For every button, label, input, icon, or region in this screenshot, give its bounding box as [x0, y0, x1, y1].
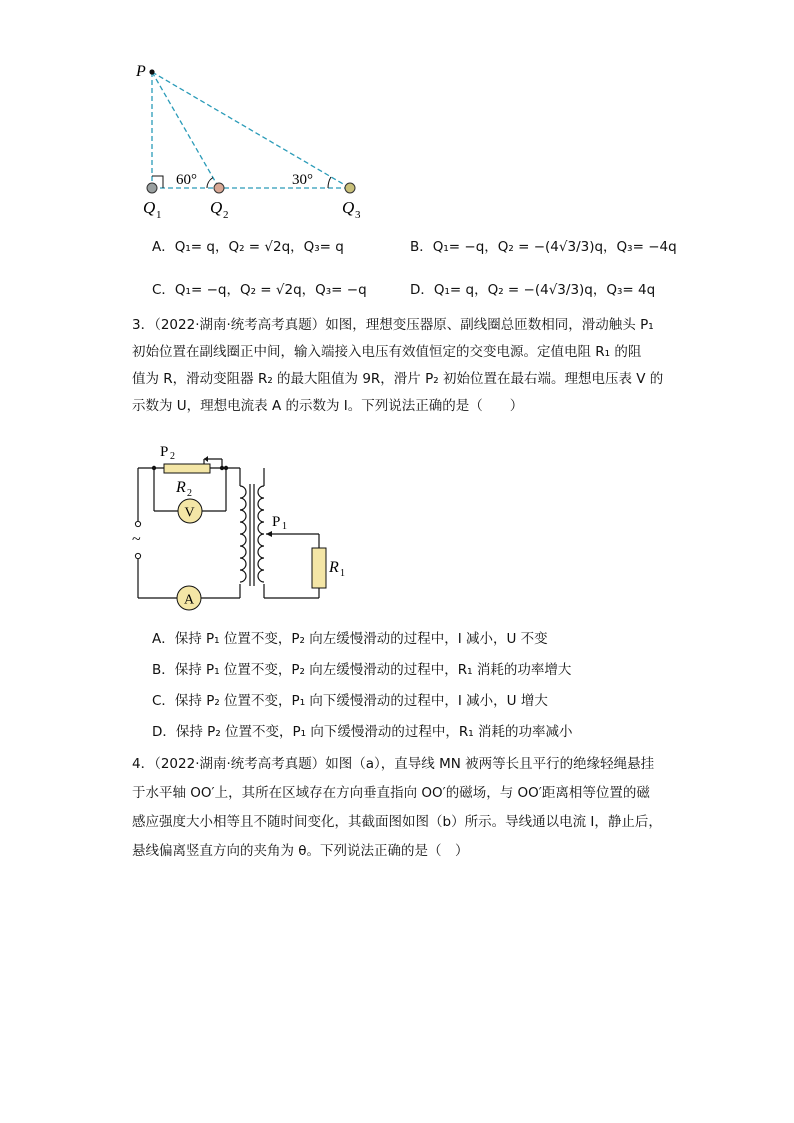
q2-option-c: C．Q₁= −q，Q₂ = √2q，Q₃= −q — [152, 282, 367, 298]
q3-line-2: 初始位置在副线圈正中间，输入端接入电压有效值恒定的交变电源。定值电阻 R₁ 的阻 — [132, 344, 642, 360]
line-p-q2 — [152, 72, 219, 188]
label-q2-sub: 2 — [223, 209, 229, 221]
label-r2-sub: 2 — [187, 488, 192, 499]
label-q2: Q — [210, 198, 223, 217]
label-r1: R — [329, 559, 339, 576]
q3-line-1: 3．（2022·湖南·统考高考真题）如图，理想变压器原、副线圈总匝数相同，滑动触头 P₁ — [132, 317, 654, 333]
angle-arc-30 — [328, 177, 331, 188]
voltmeter-label: V — [184, 505, 195, 521]
junction-dot — [152, 466, 156, 470]
q3-line-3: 值为 R，滑动变阻器 R₂ 的最大阻值为 9R，滑片 P₂ 初始位置在最右端。理想电压表 V 的 — [132, 371, 664, 387]
label-q3: Q — [342, 198, 355, 217]
angle-arc-60 — [207, 178, 213, 188]
label-q3-sub: 3 — [355, 209, 361, 221]
transformer-circuit-figure — [126, 438, 366, 614]
p1-arrow-head — [266, 531, 272, 537]
charge-q1 — [147, 183, 157, 193]
label-p: P — [136, 63, 146, 80]
input-terminal-bottom — [135, 553, 140, 558]
q2-option-b: B．Q₁= −q，Q₂ = −(4√3/3)q，Q₃= −4q — [410, 239, 677, 255]
line-p-q3 — [152, 72, 350, 188]
input-terminal-top — [135, 521, 140, 526]
dashed-lines — [152, 72, 350, 188]
rheostat-r2 — [164, 464, 210, 473]
label-r2: R — [176, 479, 186, 496]
q3-option-c: C．保持 P₂ 位置不变，P₁ 向下缓慢滑动的过程中，I 减小，U 增大 — [152, 693, 548, 709]
resistor-r1 — [312, 548, 326, 588]
q4-line-3: 感应强度大小相等且不随时间变化，其截面图如图（b）所示。导线通以电流 I，静止后， — [132, 814, 662, 830]
label-q1-sub: 1 — [156, 209, 162, 221]
q2-option-d: D．Q₁= q，Q₂ = −(4√3/3)q，Q₃= 4q — [410, 282, 656, 298]
q3-option-a: A．保持 P₁ 位置不变，P₂ 向左缓慢滑动的过程中，I 减小，U 不变 — [152, 631, 548, 647]
q2-option-a: A．Q₁= q，Q₂ = √2q，Q₃= q — [152, 239, 344, 255]
q3-line-4: 示数为 U，理想电流表 A 的示数为 I。下列说法正确的是（ ） — [132, 398, 524, 414]
angle-60-label: 60° — [176, 172, 197, 188]
q3-option-b: B．保持 P₁ 位置不变，P₂ 向左缓慢滑动的过程中，R₁ 消耗的功率增大 — [152, 662, 572, 678]
q3-option-d: D．保持 P₂ 位置不变，P₁ 向下缓慢滑动的过程中，R₁ 消耗的功率减小 — [152, 724, 573, 740]
q4-line-2: 于水平轴 OO′上，其所在区域存在方向垂直指向 OO′的磁场，与 OO′距离相等位置的磁 — [132, 785, 650, 801]
point-p — [149, 69, 154, 74]
label-p1: P — [272, 514, 281, 530]
junction-dot — [220, 466, 224, 470]
q3-options — [152, 624, 572, 748]
question-3-stem — [132, 312, 663, 420]
label-p2-sub: 2 — [170, 451, 175, 462]
charge-q3 — [345, 183, 355, 193]
charge-q2 — [214, 183, 224, 193]
label-r1-sub: 1 — [340, 568, 345, 579]
label-p1-sub: 1 — [282, 521, 287, 532]
circuit-wires — [138, 459, 319, 598]
p2-arrow-head — [204, 456, 208, 462]
label-p2: P — [160, 444, 169, 460]
angle-30-label: 30° — [292, 172, 313, 188]
charge-geometry-figure — [128, 58, 378, 224]
label-q1: Q — [143, 198, 156, 217]
junction-dot — [224, 466, 228, 470]
question-4-stem — [132, 750, 662, 866]
q4-line-4: 悬线偏离竖直方向的夹角为 θ。下列说法正确的是（ ） — [132, 843, 469, 859]
q4-line-1: 4．（2022·湖南·统考高考真题）如图（a），直导线 MN 被两等长且平行的绝缘轻绳悬挂 — [132, 756, 655, 772]
ac-source-icon: ~ — [132, 531, 141, 548]
ammeter-label: A — [184, 592, 195, 608]
